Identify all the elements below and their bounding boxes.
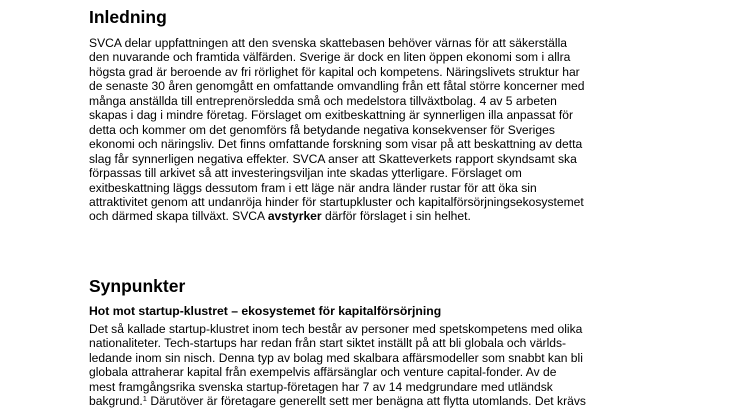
paragraph-line-footnote bbox=[89, 394, 669, 408]
paragraph-line: globala attraherar kapital från exempelvis affärsänglar och venture capital-fonder. Av de bbox=[89, 365, 557, 380]
paragraph-line: många anställda till entreprenörsledda små och medelstora tillväxtbolag. 4 av 5 arbeten bbox=[89, 93, 557, 108]
footnote-line-end: Därutöver är företagare generellt sett mer benägna att flytta utomlands. Det krävs bbox=[146, 394, 586, 409]
section-heading-inledning: Inledning bbox=[89, 7, 167, 27]
paragraph-line: Det så kallade startup-klustret inom tech består av personer med spetskompetens med olika bbox=[89, 322, 583, 336]
subsection-heading-startup: Hot mot startup-klustret – ekosystemet för kapitalförsörjning bbox=[89, 304, 442, 318]
paragraph-line: exitbeskattning läggs dessutom fram i ett läge när andra länder rustar för att öka sin bbox=[89, 180, 537, 195]
section-heading-synpunkter: Synpunkter bbox=[89, 276, 186, 296]
paragraph-line: SVCA delar uppfattningen att den svenska skattebasen behöver värnas för att säkerställa bbox=[89, 36, 567, 50]
paragraph-line: de senaste 30 åren genomgått en omfattande omvandling från ett fåtal större koncerner med bbox=[89, 79, 585, 94]
last-line-text-end: därför förslaget i sin helhet. bbox=[321, 209, 471, 224]
synpunkter-paragraph bbox=[89, 322, 669, 409]
paragraph-line: skapas i dag i mindre företag. Förslaget om exitbeskattning är synnerligen illa anpassat för bbox=[89, 108, 574, 123]
avstyrker-emphasis: avstyrker bbox=[267, 209, 322, 224]
inledning-paragraph bbox=[89, 36, 669, 224]
paragraph-line: den nuvarande och framtida välfärden. Sverige är dock en liten öppen ekonomi som i allra bbox=[89, 50, 571, 65]
last-line-text: och därmed skapa tillväxt. SVCA bbox=[89, 209, 268, 224]
paragraph-line: slag får synnerligen negativa effekter. SVCA anser att Skatteverkets rapport skyndsamt ska bbox=[89, 151, 577, 166]
footnote-line-start: bakgrund. bbox=[89, 394, 143, 409]
paragraph-line: förpassas till arkivet så att investeringsviljan inte skadas ytterligare. Förslaget om bbox=[89, 166, 522, 181]
paragraph-line: högsta grad är beroende av fri rörlighet för kapital och kompetens. Näringslivets struktur har bbox=[89, 64, 580, 79]
paragraph-line: ledande inom sin nisch. Denna typ av bolag med skalbara affärsmodeller som snabbt kan bli bbox=[89, 350, 583, 365]
paragraph-line: ekonomi och näringsliv. Det finns omfattande forskning som visar på att beskattning av detta bbox=[89, 137, 583, 152]
paragraph-line-last bbox=[89, 209, 669, 223]
paragraph-line: mest framgångsrika svenska startup-företagen har 7 av 14 medgrundare med utländsk bbox=[89, 379, 553, 394]
footnote-reference[interactable]: 1 bbox=[142, 394, 147, 404]
paragraph-line: detta och kommer om det genomförs få betydande negativa konsekvenser för Sveriges bbox=[89, 122, 555, 137]
paragraph-line: attraktivitet genom att undanröja hinder för startupkluster och kapitalförsörjningsekosystemet bbox=[89, 194, 584, 209]
paragraph-line: nationaliteter. Tech-startups har redan från start siktet inställt på att bli globala och världs- bbox=[89, 336, 567, 351]
